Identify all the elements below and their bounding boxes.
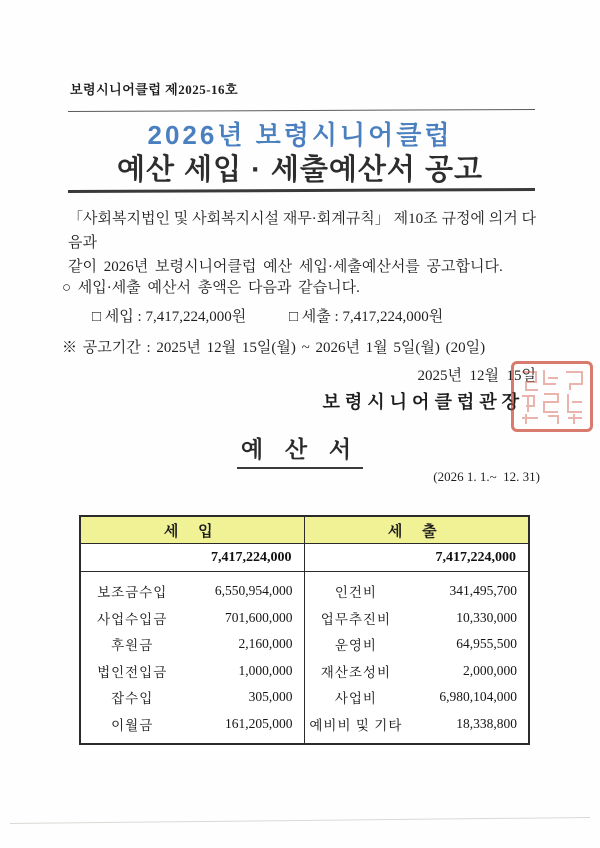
expense-item-label: 인건비 [334,585,377,601]
budget-table [79,515,530,745]
revenue-item-label: 후원금 [111,638,154,654]
expense-item-value: 10,330,000 [456,609,517,625]
announcement-paragraph-line2: 같이 2026년 보령시니어클럽 예산 세입·세출예산서를 공고합니다. [68,259,503,275]
table-row [305,608,529,628]
budget-title-wrap [0,431,600,469]
table-row [305,714,529,734]
revenue-item-label: 이월금 [111,717,154,733]
revenue-item-value: 1,000,000 [238,662,293,678]
revenue-item-label: 사업수입금 [97,611,168,627]
expense-item-label: 예비비 및 기타 [309,717,403,733]
document-title-main: 예산 세입 · 세출예산서 공고 [116,154,484,186]
expense-item-value: 2,000,000 [462,662,517,678]
table-row [305,581,529,601]
signer-title: 보령시니어클럽관장 [322,392,524,412]
announcement-paragraph-line1: 「사회복지법인 및 사회복지시설 재무·회계규칙」 제10조 규정에 의거 다음과 [68,211,536,251]
revenue-column-header: 세 입 [81,517,305,544]
budget-fiscal-period: (2026 1. 1.~ 12. 31) [433,469,540,484]
document-number: 보령시니어클럽 제2025-16호 [70,82,239,97]
revenue-item-value: 305,000 [248,689,293,705]
revenue-total-cell: 7,417,224,000 [81,544,305,572]
expense-column-header: 세 출 [305,517,529,544]
expense-item-label: 재산조성비 [320,664,391,680]
header-rule-top [68,109,535,112]
revenue-item-value: 6,550,954,000 [214,583,293,599]
table-row [305,661,529,681]
table-row [305,634,529,654]
expense-item-label: 사업비 [334,691,377,707]
expense-items-column [305,572,529,743]
expense-item-value: 18,338,800 [456,715,517,731]
expense-item-value: 64,955,500 [456,636,517,652]
header-rule-bottom [68,188,535,193]
expense-item-value: 341,495,700 [449,583,517,599]
revenue-item-value: 161,205,000 [224,715,293,731]
table-row [81,687,304,707]
expense-total-cell: 7,417,224,000 [305,544,529,572]
revenue-item-value: 2,160,000 [238,636,293,652]
revenue-item-value: 701,600,000 [224,609,293,625]
budget-section-title: 예 산 서 [237,431,363,469]
revenue-total-inline: □ 세입 : 7,417,224,000원 [92,309,247,325]
expense-item-label: 운영비 [334,638,377,654]
scan-artifact-line [10,817,590,824]
revenue-item-label: 보조금수입 [97,585,168,601]
table-row [81,581,304,601]
table-row [81,661,304,681]
announcement-paragraph [68,207,536,279]
revenue-items-column [81,572,305,743]
expense-item-label: 업무추진비 [320,611,391,627]
notice-period-line: ※ 공고기간 : 2025년 12월 15일(월) ~ 2026년 1월 5일(월) (20일) [62,340,486,356]
expense-item-value: 6,980,104,000 [439,689,517,705]
announcement-date: 2025년 12월 15일 [417,368,536,384]
revenue-item-label: 법인전입금 [97,664,168,680]
official-seal-stamp [511,361,593,432]
totals-intro-line: ○ 세입·세출 예산서 총액은 다음과 같습니다. [62,280,360,296]
table-row [81,714,304,734]
document-title-year: 2026년 보령시니어클럽 [147,120,453,150]
table-row [81,634,304,654]
seal-script-pattern [514,364,590,429]
revenue-item-label: 잡수입 [111,691,154,707]
table-row [81,608,304,628]
expense-total-inline: □ 세출 : 7,417,224,000원 [289,309,444,325]
table-row [305,687,529,707]
